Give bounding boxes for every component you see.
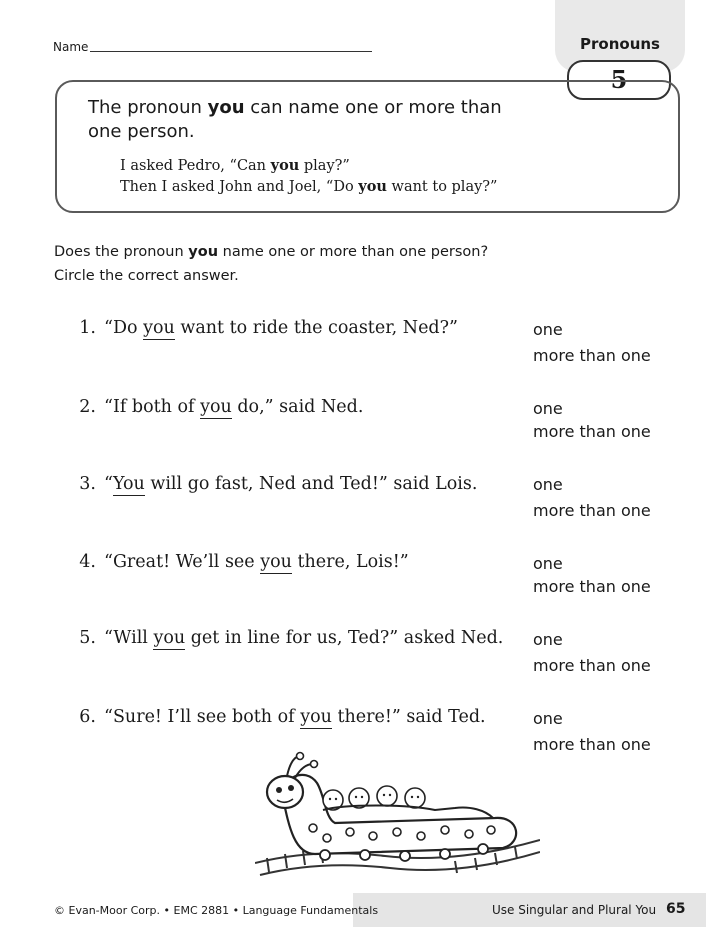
answer-option-more-than-one[interactable]: more than one	[533, 735, 651, 754]
name-input-line[interactable]	[90, 51, 372, 52]
answer-option-more-than-one[interactable]: more than one	[533, 656, 651, 675]
answer-option-one[interactable]: one	[533, 475, 563, 494]
caterpillar-roller-coaster-icon	[255, 748, 540, 878]
footer-skill: Use Singular and Plural You	[492, 903, 657, 917]
underlined-pronoun: you	[200, 397, 232, 419]
item-number: 2.	[79, 397, 96, 417]
answer-option-more-than-one[interactable]: more than one	[533, 422, 651, 441]
item-sentence: “Will you get in line for us, Ted?” asked Ned.	[104, 628, 503, 650]
answer-option-one[interactable]: one	[533, 630, 563, 649]
underlined-pronoun: you	[260, 552, 292, 574]
lesson-number-badge: 5	[567, 60, 671, 100]
item-sentence: “Sure! I’ll see both of you there!” said Ted.	[104, 707, 486, 729]
item-number: 1.	[79, 318, 96, 338]
underlined-pronoun: you	[153, 628, 185, 650]
answer-option-one[interactable]: one	[533, 709, 563, 728]
underlined-pronoun: You	[113, 474, 145, 496]
rule-statement: The pronoun you can name one or more than one person.	[88, 97, 502, 142]
rule-example-2: Then I asked John and Joel, “Do you want to play?”	[120, 178, 498, 195]
answer-option-one[interactable]: one	[533, 320, 563, 339]
topic-title: Pronouns	[580, 35, 660, 53]
underlined-pronoun: you	[300, 707, 332, 729]
item-number: 5.	[79, 628, 96, 648]
directions-instruction: Circle the correct answer.	[54, 268, 239, 284]
answer-option-more-than-one[interactable]: more than one	[533, 346, 651, 365]
underlined-pronoun: you	[143, 318, 175, 340]
answer-option-one[interactable]: one	[533, 399, 563, 418]
item-number: 4.	[79, 552, 96, 572]
item-sentence: “Great! We’ll see you there, Lois!”	[104, 552, 409, 574]
item-sentence: “If both of you do,” said Ned.	[104, 397, 363, 419]
item-number: 3.	[79, 474, 96, 494]
item-number: 6.	[79, 707, 96, 727]
answer-option-more-than-one[interactable]: more than one	[533, 577, 651, 596]
answer-option-more-than-one[interactable]: more than one	[533, 501, 651, 520]
directions-question: Does the pronoun you name one or more than one person?	[54, 244, 489, 260]
rule-example-1: I asked Pedro, “Can you play?”	[120, 157, 350, 174]
footer-copyright: © Evan-Moor Corp. • EMC 2881 • Language Fundamentals	[54, 904, 379, 917]
answer-option-one[interactable]: one	[533, 554, 563, 573]
item-sentence: “Do you want to ride the coaster, Ned?”	[104, 318, 458, 340]
item-sentence: “You will go fast, Ned and Ted!” said Lois.	[104, 474, 477, 496]
page-number: 65	[666, 901, 686, 917]
name-label: Name	[53, 40, 89, 54]
